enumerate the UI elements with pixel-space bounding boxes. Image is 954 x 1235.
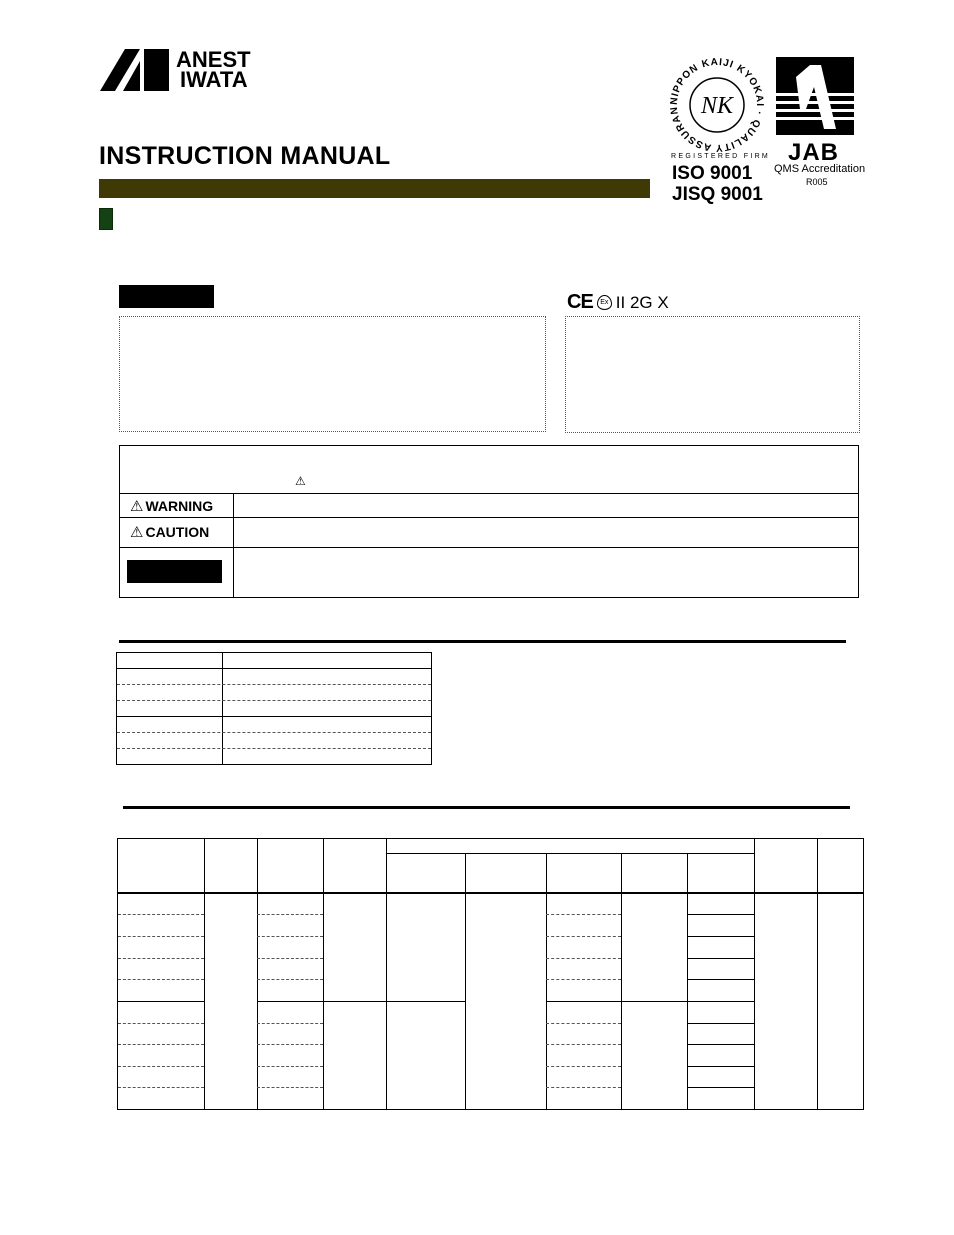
warning-text: WARNING	[145, 498, 214, 514]
nk-seal-icon	[667, 55, 767, 155]
nk-center-text: NK	[700, 93, 734, 119]
ex-mark-icon: Ex	[597, 295, 612, 310]
safety-signal-table	[119, 445, 859, 598]
jab-label: JAB	[788, 139, 840, 166]
title-bar	[99, 179, 650, 198]
caution-label	[130, 523, 209, 541]
brand-name-line2: IWATA	[180, 67, 248, 92]
jab-mark-icon	[776, 57, 854, 135]
brand-logo	[100, 47, 270, 93]
ex-notice-box	[565, 316, 860, 433]
section-rule-specifications	[119, 640, 846, 643]
warning-label	[130, 497, 213, 515]
warning-triangle-icon: ⚠	[295, 474, 306, 488]
important-signal-label	[127, 560, 222, 583]
nk-seal	[667, 55, 767, 155]
anest-iwata-mark-icon	[100, 47, 172, 93]
caution-text: CAUTION	[145, 524, 210, 540]
ce-mark-icon: CE	[567, 291, 593, 313]
caution-icon: ⚠	[130, 524, 144, 541]
brand-name-line1: ANEST	[176, 47, 251, 72]
registered-firm-label: REGISTERED FIRM	[671, 153, 771, 160]
ex-marking	[567, 291, 669, 314]
iso-9001-label: ISO 9001	[672, 163, 753, 184]
important-notice-box	[119, 316, 546, 432]
important-label	[119, 285, 214, 308]
specification-table	[116, 652, 432, 765]
warning-icon: ⚠	[130, 498, 144, 515]
page-title: INSTRUCTION MANUAL	[99, 142, 391, 170]
section-marker	[99, 208, 113, 230]
ex-marking-text: II 2G X	[615, 292, 669, 312]
accreditation-code: R005	[806, 177, 828, 187]
qms-accreditation-label: QMS Accreditation	[774, 163, 866, 175]
nk-ring-text: NIPPON KAIJI KYOKAI · QUALITY ASSURAN	[668, 56, 766, 154]
model-table	[117, 838, 864, 1110]
jisq-9001-label: JISQ 9001	[672, 184, 763, 205]
section-rule-models	[123, 806, 850, 809]
jab-logo	[776, 57, 854, 135]
